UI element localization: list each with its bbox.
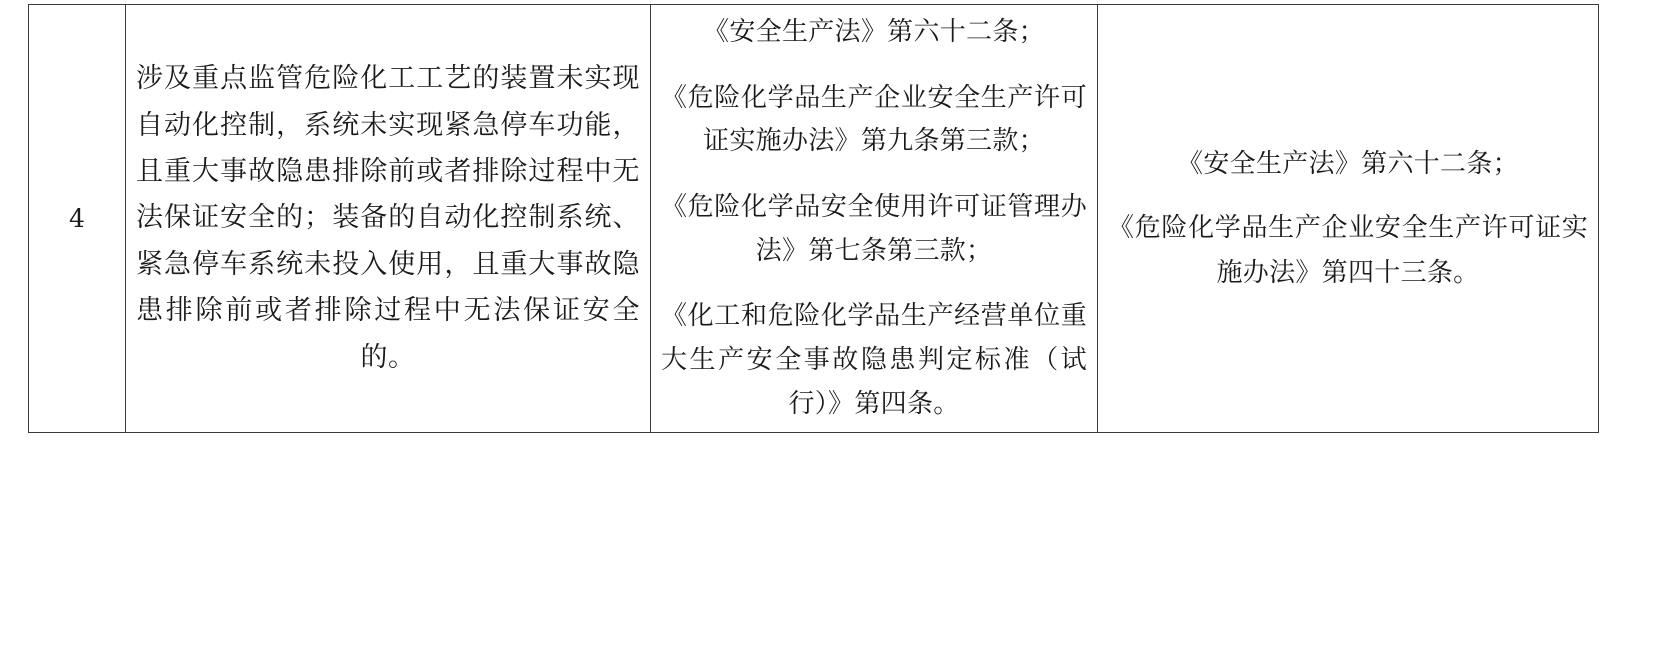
legal-basis-item: 《危险化学品安全使用许可证管理办法》第七条第三款； <box>661 192 1087 266</box>
document-page <box>0 4 1661 672</box>
penalty-basis-item: 《危险化学品生产企业安全生产许可证实施办法》第四十三条。 <box>1108 213 1588 289</box>
row-index-value: 4 <box>69 204 85 234</box>
penalty-basis-cell <box>1098 5 1599 433</box>
legal-basis-item: 《化工和危险化学品生产经营单位重大生产安全事故隐患判定标准（试行）》第四条。 <box>661 301 1087 419</box>
hazard-description-text: 涉及重点监管危险化工工艺的装置未实现自动化控制，系统未实现紧急停车功能，且重大事故隐患排除前或者排除过程中无法保证安全的；装备的自动化控制系统、紧急停车系统未投入使用，且重大事故隐患排除前或者排除过程中无法保证安全的。 <box>136 63 640 373</box>
regulation-table <box>28 4 1599 433</box>
legal-basis-item: 《安全生产法》第六十二条； <box>703 17 1045 47</box>
table-row <box>29 5 1599 433</box>
legal-basis-item: 《危险化学品生产企业安全生产许可证实施办法》第九条第三款； <box>661 82 1087 157</box>
penalty-basis-item: 《安全生产法》第六十二条； <box>1177 148 1519 179</box>
row-index-cell <box>29 5 126 433</box>
legal-basis-cell <box>651 5 1098 433</box>
hazard-description-cell <box>126 5 651 433</box>
